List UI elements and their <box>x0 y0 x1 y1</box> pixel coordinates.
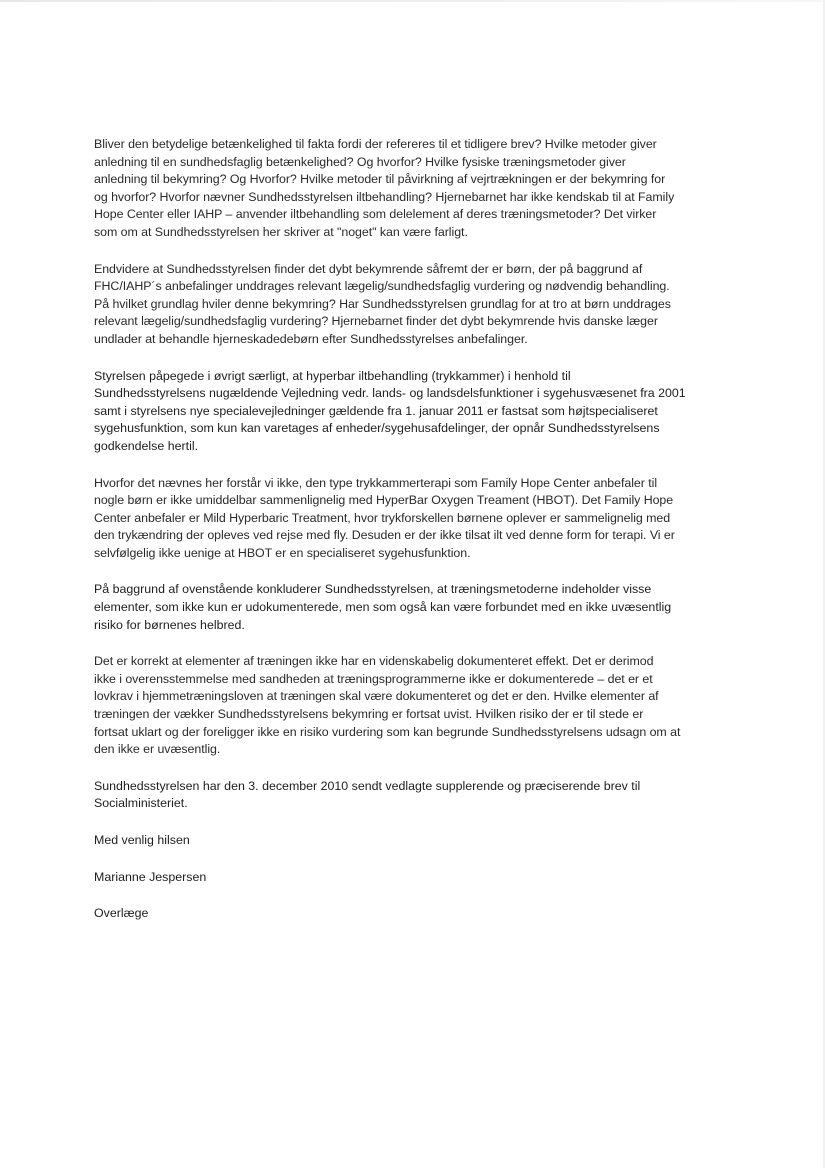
closing-greeting: Med venlig hilsen <box>94 833 190 847</box>
paragraph-hbot-response: Hvorfor det nævnes her forstår vi ikke, den type trykkammerterapi som Family Hope Center anbefaler til nogle børn er ikke umiddelbar sammenlignelig med HyperBar Oxygen Treament (HBOT). Det Family Hope Center anbefaler er Mild Hyperbaric Treatment, hvor trykforskellen børnene oplever er sammelignelig med den trykændring der opleves ved rejse med fly. Desuden er der ikke tilsat ilt ved denne form for terapi. Vi er selvfølgelig ikke uenige at HBOT er en specialiseret sygehusfunktion. <box>94 475 675 560</box>
signatory-title: Overlæge <box>94 906 149 921</box>
paragraph-concern-children: Endvidere at Sundhedsstyrelsen finder det dybt bekymrende såfremt der er børn, der på baggrund af FHC/IAHP´s anbefalinger unddrages relevant lægelig/sundhedsfaglig vurdering og nødvendig behandling. På hvilket grundlag hviler denne bekymring? Har Sundhedsstyrelsen grundlag for at tro at børn unddrages relevant lægelig/sundhedsfaglig vurdering? Hjernebarnet finder det dybt bekymrende hvis danske læger undlader at behandle hjerneskadedebørn efter Sundhedsstyrelses anbefalinger. <box>94 261 671 346</box>
scan-edge-top <box>0 0 825 2</box>
paragraph-conclusion: På baggrund af ovenstående konkluderer Sundhedsstyrelsen, at træningsmetoderne indeholder visse elementer, som ikke kun er udokumenterede, men som også kan være forbundet med en ikke uvæsentlig risiko for børnenes helbred. <box>94 582 672 632</box>
paragraph-hyperbaric-guideline: Styrelsen påpegede i øvrigt særligt, at hyperbar iltbehandling (trykkammer) i henhold til Sundhedsstyrelsens nugældende Vejledning vedr. lands- og landsdelsfunktioner i sygehusvæsenet fra 2001 samt i styrelsens nye specialevejledninger gældende fra 1. januar 2011 er fastsat som højtspecialiseret sygehusfunktion, som kun kan varetages af enheder/sygehusafdelinger, der opnår Sundhedsstyrelsens godkendelse hertil. <box>94 368 686 453</box>
paragraph-supplementary-letter: Sundhedsstyrelsen har den 3. december 2010 sendt vedlagte supplerende og præciserende brev til Socialministeriet. <box>94 778 641 811</box>
paragraph-questions-methods: Bliver den betydelige betænkelighed til fakta fordi der refereres til et tidligere brev? Hvilke metoder giver anledning til en sundhedsfaglig betænkelighed? Og hvorfor? Hvilke fysiske træningsmetoder giver anledning til bekymring? Og Hvorfor? Hvilke metoder til påvirkning af vejrtrækningen er der bekymring for og hvorfor? Hvorfor nævner Sundhedsstyrelsen iltbehandling? Hjernebarnet har ikke kendskab til at Family Hope Center eller IAHP – anvender iltbehandling som delelement af deres træningsmetoder? Det virker som om at Sundhedsstyrelsen her skriver at "noget" kan være farligt. <box>94 137 675 239</box>
signatory-name: Marianne Jespersen <box>94 869 207 884</box>
letter-body <box>94 136 742 942</box>
paragraph-documentation-response: Det er korrekt at elementer af træningen ikke har en videnskabelig dokumenteret effekt. Det er derimod ikke i overensstemmelse med sandheden at træningsprogrammerne ikke er dokumenterede – det er et lovkrav i hjemmetræningsloven at træningen skal være dokumenteret og det er den. Hvilke elementer af træningen der vækker Sundhedsstyrelsens bekymring er fortsat uvist. Hvilken risiko der er til stede er fortsat uklart og der foreligger ikke en risiko vurdering som kan begrunde Sundhedsstyrelsens udsagn om at den ikke er uvæsentlig. <box>94 654 681 757</box>
